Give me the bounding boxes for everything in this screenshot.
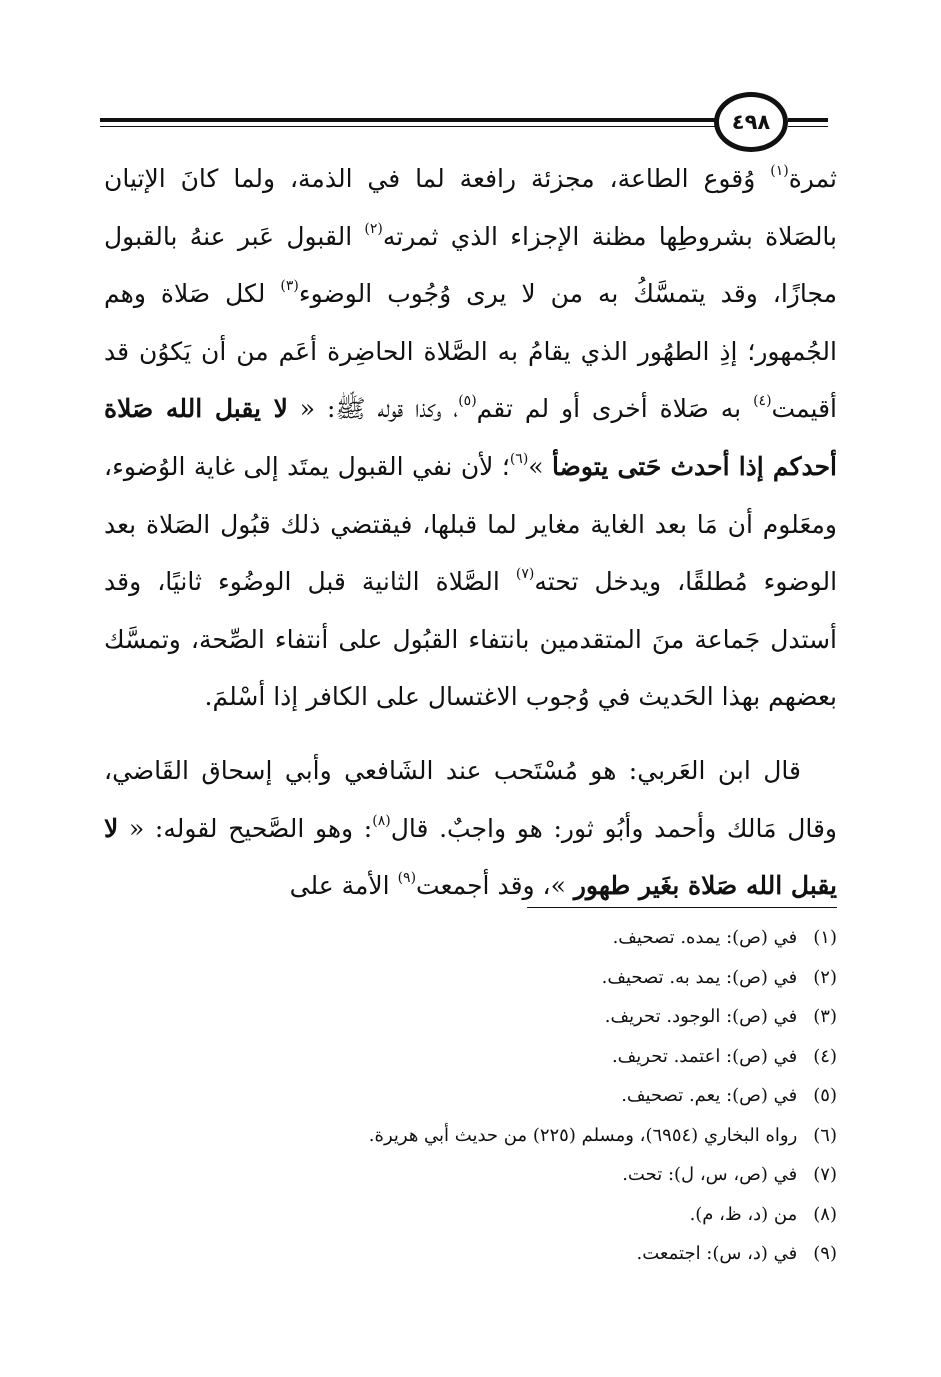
footnote-text: في (ص): اعتمد. تحريف. <box>611 1045 798 1067</box>
footnote-item <box>137 1076 837 1116</box>
main-text <box>104 150 837 915</box>
text-run: الأمة على <box>289 871 398 901</box>
text-run: وُقوع الطاعة، مجزئة رافعة لما في الذمة، ولما كانَ الإتيان بالصَلاة بشروطِها مظنة الإجزاء الذي ثمرته <box>104 164 838 251</box>
footnote-ref-5[interactable]: (٥) <box>458 393 477 410</box>
footnote-number: (٨) <box>813 1203 837 1225</box>
footnote-number: (٧) <box>813 1164 837 1185</box>
hadith-quote-1: لا يقبل الله صَلاة أحدكم إذا أحدث حَتى يتوضأ <box>104 394 837 481</box>
footnote-item <box>137 1155 837 1195</box>
footnote-separator <box>527 907 837 908</box>
footnote-text: في (ص): الوجود. تحريف. <box>604 1006 798 1027</box>
text-run: ، وكذا قوله ﷺ: « <box>287 394 459 424</box>
footnote-item <box>137 1037 837 1077</box>
text-run: الصَّلاة الثانية قبل الوضُوء ثانيًا، وقد أستدل جَماعة منَ المتقدمين بانتفاء القبُول على أنتفاء الصِّحة، وتمسَّك بعضهم بهذا الحَديث في وُجوب الاغتسال على الكافر إذا أسْلمَ. <box>104 567 837 712</box>
footnote-text: في (د، س): اجتمعت. <box>636 1243 798 1264</box>
footnote-ref-7[interactable]: (٧) <box>515 566 535 583</box>
footnote-number: (٩) <box>813 1243 837 1264</box>
footnote-text: في (ص): يمده. تصحيف. <box>612 927 798 948</box>
hadith-quote-2: لا يقبل الله صَلاة بغَير طهور <box>104 813 837 901</box>
footnote-text: رواه البخاري (٦٩٥٤)، ومسلم (٢٢٥) من حديث أبي هريرة. <box>368 1124 798 1146</box>
header-rule-thin <box>100 126 716 127</box>
page-number: ٤٩٨ <box>731 110 771 134</box>
header-rule-thin-end <box>788 126 828 127</box>
footnote-ref-6[interactable]: (٦) <box>509 450 529 467</box>
text-run: قال ابن العَربي: هو مُسْتَحب عند الشَافعي وأبي إسحاق القَاضي، وقال مَالك وأحمد وأبُو ثور: هو واجبٌ. قال <box>104 755 838 843</box>
footnote-item <box>137 1116 837 1156</box>
footnote-ref-9[interactable]: (٩) <box>397 870 417 887</box>
footnote-number: (٢) <box>813 966 837 988</box>
footnote-number: (٦) <box>813 1124 837 1146</box>
header-rule-thick <box>100 118 716 122</box>
footnote-ref-2[interactable]: (٢) <box>364 220 383 237</box>
paragraph-2 <box>104 742 837 915</box>
text-run: » <box>528 451 553 481</box>
footnote-text: في (ص): يمد به. تصحيف. <box>601 966 798 988</box>
text-run: »، وقد أجمعت <box>416 871 574 901</box>
text-run: لكل صَلاة وهم الجُمهور؛ إذِ الطهُور الذي يقامُ به الصَّلاة الحاضِرة أعَم من أن يَكوُن قد أقيمت <box>104 279 837 424</box>
footnote-ref-8[interactable]: (٨) <box>372 812 391 829</box>
paragraph-1 <box>104 150 837 726</box>
footnote-number: (٥) <box>813 1085 837 1106</box>
footnotes-list <box>137 918 837 1274</box>
text-run: به صَلاة أخرى أو لم تقم <box>476 394 754 424</box>
page-number-badge <box>714 92 788 152</box>
text-run: : وهو الصَّحيح لقوله: « <box>118 813 373 843</box>
footnote-text: في (ص، س، ل): تحت. <box>622 1164 798 1185</box>
footnote-item <box>137 918 837 958</box>
footnote-number: (١) <box>813 927 837 948</box>
footnote-number: (٤) <box>813 1045 837 1067</box>
footnote-item <box>137 958 837 998</box>
text-run: ثمرة <box>788 164 837 193</box>
footnote-item <box>137 997 837 1037</box>
footnote-item <box>137 1234 837 1274</box>
text-run: القبول عَبر عنهُ بالقبول مجازًا، وقد يتمسَّكُ به من لا يرى وُجُوب الوضوء <box>104 221 837 309</box>
header-rule-thick-end <box>788 118 828 122</box>
footnote-item <box>137 1195 837 1235</box>
footnote-text: من (د، ظ، م). <box>689 1203 798 1225</box>
footnote-ref-4[interactable]: (٤) <box>753 393 772 410</box>
footnote-text: في (ص): يعم. تصحيف. <box>621 1085 798 1106</box>
footnote-ref-3[interactable]: (٣) <box>280 278 299 295</box>
text-run: ؛ لأن نفي القبول يمتَد إلى غاية الوُضوء، ومعَلوم أن مَا بعد الغاية مغاير لما قبلها، فيقتضي ذلك قبُول الصَلاة بعد الوضوء مُطلقًا، ويدخل تحته <box>104 451 838 597</box>
footnote-ref-1[interactable]: (١) <box>770 163 789 179</box>
footnote-number: (٣) <box>813 1006 837 1027</box>
